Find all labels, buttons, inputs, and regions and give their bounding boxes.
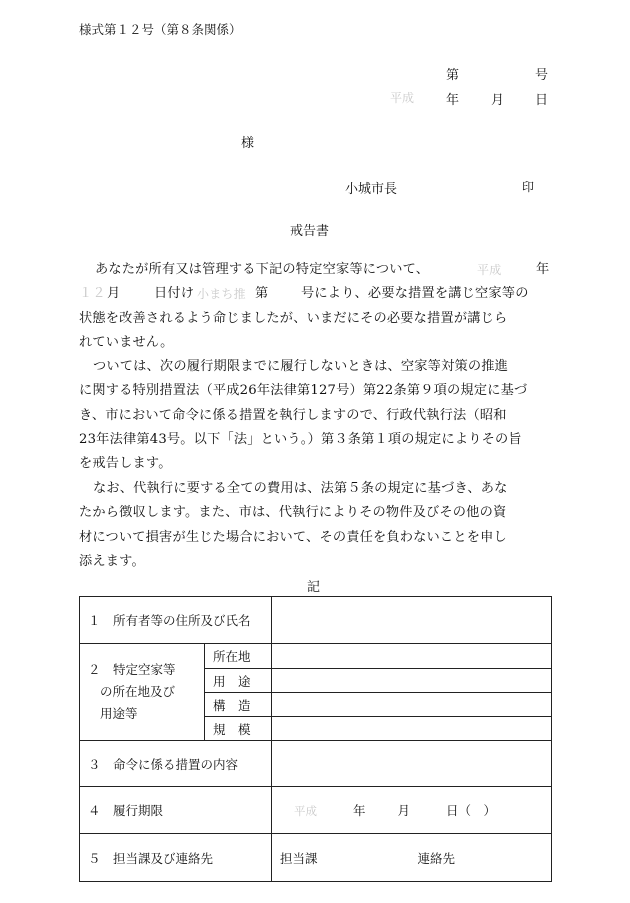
p1-line2-ref-prefix: 小まち推	[197, 287, 246, 302]
deadline-label: ４ 履行期限	[80, 787, 272, 834]
document-number-row	[0, 64, 630, 82]
issue-date-year: 年	[446, 93, 460, 108]
row-measures	[80, 741, 552, 787]
owner-label: １ 所有者等の住所及び氏名	[80, 597, 272, 644]
sub-label-scale: 規 模	[205, 717, 272, 741]
issue-date-day: 日	[535, 93, 549, 108]
property-label	[80, 644, 205, 741]
p2-line5: を戒告します。	[79, 456, 172, 472]
p1-line4: れていません。	[79, 334, 174, 350]
location-value	[272, 644, 552, 669]
p2-line2: に関する特別措置法（平成26年法律第127号）第22条第９項の規定に基づ	[79, 383, 528, 399]
addressee-honorific: 様	[241, 136, 255, 151]
deadline-value	[272, 787, 552, 834]
p3-line3: 材について損害が生じた場合において、その責任を負わないことを申し	[79, 529, 507, 545]
p1-line2-rest: 号により、必要な措置を講じ空家等の	[301, 286, 529, 302]
document-title: 戒告書	[290, 224, 330, 239]
issuer-name: 小城市長	[345, 182, 398, 197]
owner-value	[272, 597, 552, 644]
paragraph-1	[79, 258, 554, 355]
p1-line2-month-value: １２	[79, 286, 106, 302]
form-id: 様式第１２号（第８条関係）	[79, 22, 242, 37]
property-label-line3: 用途等	[100, 706, 138, 721]
contact-value	[272, 834, 552, 882]
records-table	[79, 596, 552, 882]
structure-value	[272, 693, 552, 717]
p1-line2-dai: 第	[255, 286, 269, 302]
use-value	[272, 669, 552, 693]
deadline-era: 平成	[294, 804, 317, 818]
paragraph-2	[79, 355, 554, 476]
ki-heading: 記	[307, 580, 321, 595]
row-deadline	[80, 787, 552, 834]
property-label-line2: の所在地及び	[100, 684, 176, 699]
deadline-year: 年	[352, 803, 366, 818]
p3-line4: 添えます。	[79, 553, 145, 569]
contact-info-label: 連絡先	[417, 850, 456, 866]
sub-label-location: 所在地	[205, 644, 272, 669]
p2-line1: ついては、次の履行期限までに履行しないときは、空家等対策の推進	[93, 359, 509, 374]
scale-value	[272, 717, 552, 741]
number-suffix: 号	[535, 68, 549, 83]
row-property-location	[80, 644, 552, 669]
p1-line3: 状態を改善されるよう命じましたが、いまだにその必要な措置が講じら	[79, 310, 508, 326]
p1-line1-text: あなたが所有又は管理する下記の特定空家等について、	[95, 262, 430, 277]
measures-label: ３ 命令に係る措置の内容	[80, 741, 272, 787]
deadline-month: 月	[397, 803, 410, 818]
deadline-day: 日（ ）	[445, 803, 496, 818]
p1-line1-era: 平成	[477, 263, 502, 277]
row-owner	[80, 597, 552, 644]
sub-label-use: 用 途	[205, 669, 272, 693]
number-prefix: 第	[446, 68, 460, 83]
property-label-line1: ２ 特定空家等	[88, 662, 176, 677]
issue-date-month: 月	[491, 93, 505, 108]
p2-line3: き、市において命令に係る措置を執行しますので、行政代執行法（昭和	[79, 407, 507, 423]
contact-label: ５ 担当課及び連絡先	[80, 834, 272, 882]
issue-date-era: 平成	[390, 91, 415, 105]
contact-dept-label: 担当課	[280, 850, 318, 866]
seal-mark: 印	[522, 180, 535, 194]
paragraph-3	[79, 477, 554, 574]
p1-line2-month: 月	[107, 286, 121, 302]
p3-line1: なお、代執行に要する全ての費用は、法第５条の規定に基づき、あな	[93, 481, 508, 496]
p3-line2: たから徴収します。また、市は、代執行によりその物件及びその他の資	[79, 505, 507, 521]
row-contact	[80, 834, 552, 882]
measures-value	[272, 741, 552, 787]
issue-date-row	[0, 89, 630, 107]
p2-line4: 23年法律第43号。以下「法」という。）第３条第１項の規定によりその旨	[79, 431, 522, 447]
p1-line1-year: 年	[536, 262, 550, 277]
sub-label-structure: 構 造	[205, 693, 272, 717]
p1-line2-day: 日付け	[154, 286, 195, 302]
